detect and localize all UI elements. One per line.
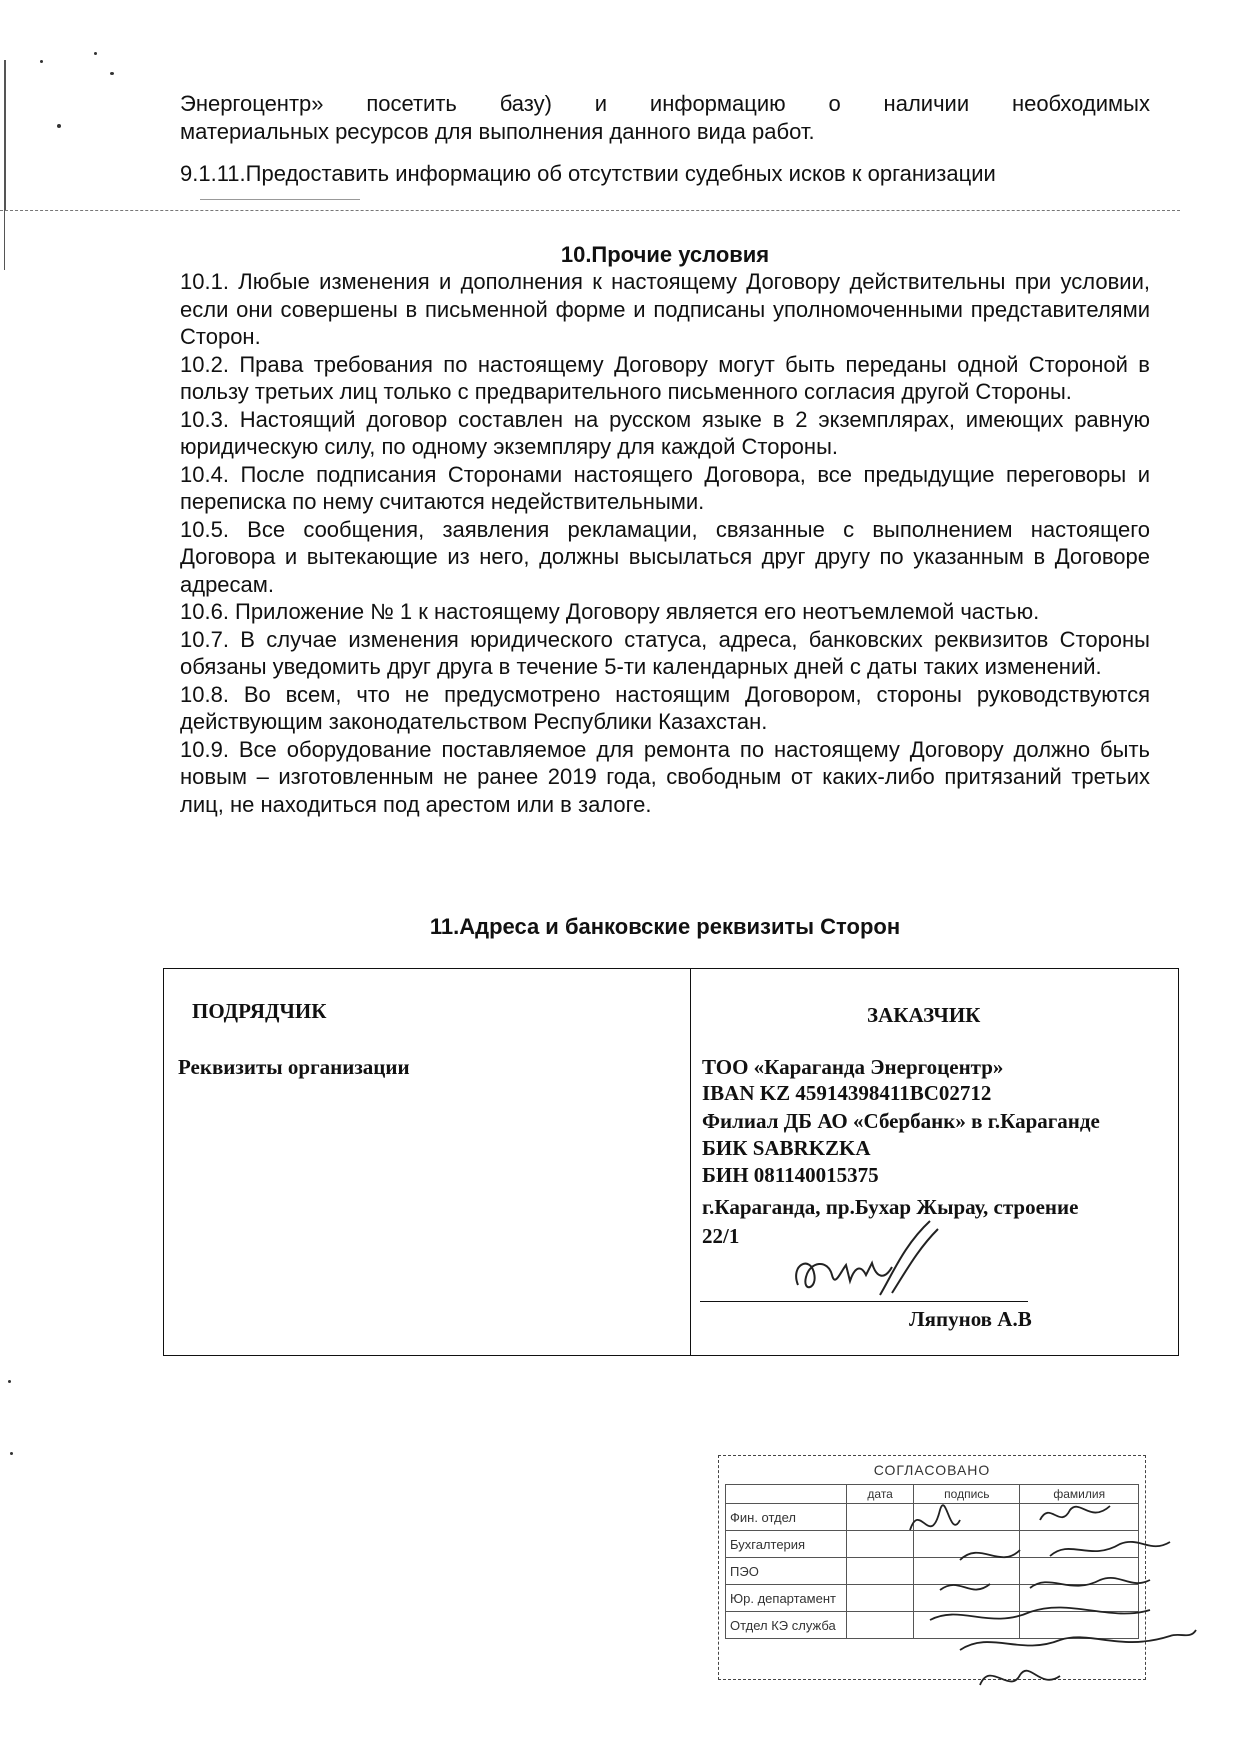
clause-10-8: 10.8. Во всем, что не предусмотрено настоящим Договором, стороны руководствуются действующим законодательством Республики Казахстан. xyxy=(180,681,1150,734)
clause-10-3: 10.3. Настоящий договор составлен на русском языке в 2 экземплярах, имеющих равную юридическую силу, по одному экземпляру для каждой Стороны. xyxy=(180,406,1150,459)
clause-10-1: 10.1. Любые изменения и дополнения к настоящему Договору действительны при условии, если они совершены в письменной форме и подписаны уполномоченными представителями Сторон. xyxy=(180,269,1150,349)
stamp-signatures xyxy=(900,1480,1200,1710)
clause-10-9: 10.9. Все оборудование поставляемое для ремонта по настоящему Договору должно быть новым – изготовленным не ранее 2019 года, свободным от каких-либо притязаний третьих лиц, не находиться под арестом или в залоге. xyxy=(180,736,1150,817)
clause-10-4: 10.4. После подписания Сторонами настоящего Договора, все предыдущие переговоры и переписка по нему считаются недействительными. xyxy=(180,461,1150,514)
stamp-header-cell: подпись xyxy=(914,1485,1020,1504)
item-9-1-11-text: 9.1.11.Предоставить информацию об отсутствии судебных исков к организации xyxy=(180,161,996,186)
customer-signature xyxy=(780,1215,950,1310)
customer-heading: ЗАКАЗЧИК xyxy=(867,1003,981,1027)
scan-speck xyxy=(94,52,97,55)
clause-10-2: 10.2. Права требования по настоящему Договору могут быть переданы одной Стороной в пользу третьих лиц только с предварительного письменного согласия другой Стороны. xyxy=(180,351,1150,404)
requisites-table xyxy=(163,968,1179,1356)
customer-line: БИН 081140015375 xyxy=(702,1163,879,1187)
stamp-header-cell: дата xyxy=(847,1485,914,1504)
scan-fold-line xyxy=(200,199,360,200)
intro-line: материальных ресурсов для выполнения данного вида работ. xyxy=(180,118,815,144)
scan-speck xyxy=(10,1452,13,1455)
clause-10-6: 10.6. Приложение № 1 к настоящему Договору является его неотъемлемой частью. xyxy=(180,599,1040,624)
intro-line: Энергоцентр» посетить базу) и информацию о наличии необходимых xyxy=(180,91,1150,116)
intro-paragraph xyxy=(180,90,1150,145)
clause-10-5: 10.5. Все сообщения, заявления рекламации, связанные с выполнением настоящего Договора и вытекающие из него, должны высылаться друг другу по указанным в Договоре адресам. xyxy=(180,516,1150,597)
scan-speck xyxy=(8,1380,11,1383)
customer-address-line: 22/1 xyxy=(702,1224,740,1248)
clause-10-7: 10.7. В случае изменения юридического статуса, адреса, банковских реквизитов Стороны обязаны уведомить друг друга в течение 5-ти календарных дней с даты таких изменений. xyxy=(180,626,1150,679)
stamp-title: СОГЛАСОВАНО xyxy=(873,1462,991,1478)
customer-signatory: Ляпунов А.В xyxy=(909,1307,1032,1331)
contractor-heading: ПОДРЯДЧИК xyxy=(192,999,327,1023)
customer-line: IBAN KZ 45914398411BC02712 xyxy=(702,1081,992,1105)
stamp-role: Фин. отдел xyxy=(726,1504,847,1531)
item-9-1-11 xyxy=(180,160,1150,188)
scan-edge-mark xyxy=(4,210,5,270)
section-10-title: 10.Прочие условия xyxy=(560,242,770,267)
stamp-role: Бухгалтерия xyxy=(726,1531,847,1558)
contractor-details-label: Реквизиты организации xyxy=(178,1055,410,1079)
customer-line: Филиал ДБ АО «Сбербанк» в г.Караганде xyxy=(702,1109,1100,1133)
customer-line: БИК SABRKZKA xyxy=(702,1136,871,1160)
stamp-header-cell xyxy=(726,1485,847,1504)
signature-line xyxy=(700,1301,1028,1302)
section-11-title: 11.Адреса и банковские реквизиты Сторон xyxy=(429,914,901,939)
scan-speck xyxy=(40,60,43,63)
stamp-role: Юр. департамент xyxy=(726,1585,847,1612)
customer-address-line: г.Караганда, пр.Бухар Жырау, строение xyxy=(702,1195,1079,1219)
stamp-role: ПЭО xyxy=(726,1558,847,1585)
stamp-role: Отдел КЭ служба xyxy=(726,1612,847,1639)
scan-speck xyxy=(110,72,114,75)
table-column-divider xyxy=(690,969,691,1355)
scan-edge-mark xyxy=(4,60,6,210)
scan-fold-line xyxy=(0,210,1180,211)
customer-line: ТОО «Караганда Энергоцентр» xyxy=(702,1055,1004,1079)
scan-speck xyxy=(57,124,61,128)
section-10-body xyxy=(180,268,1150,818)
stamp-header-cell: фамилия xyxy=(1020,1485,1139,1504)
